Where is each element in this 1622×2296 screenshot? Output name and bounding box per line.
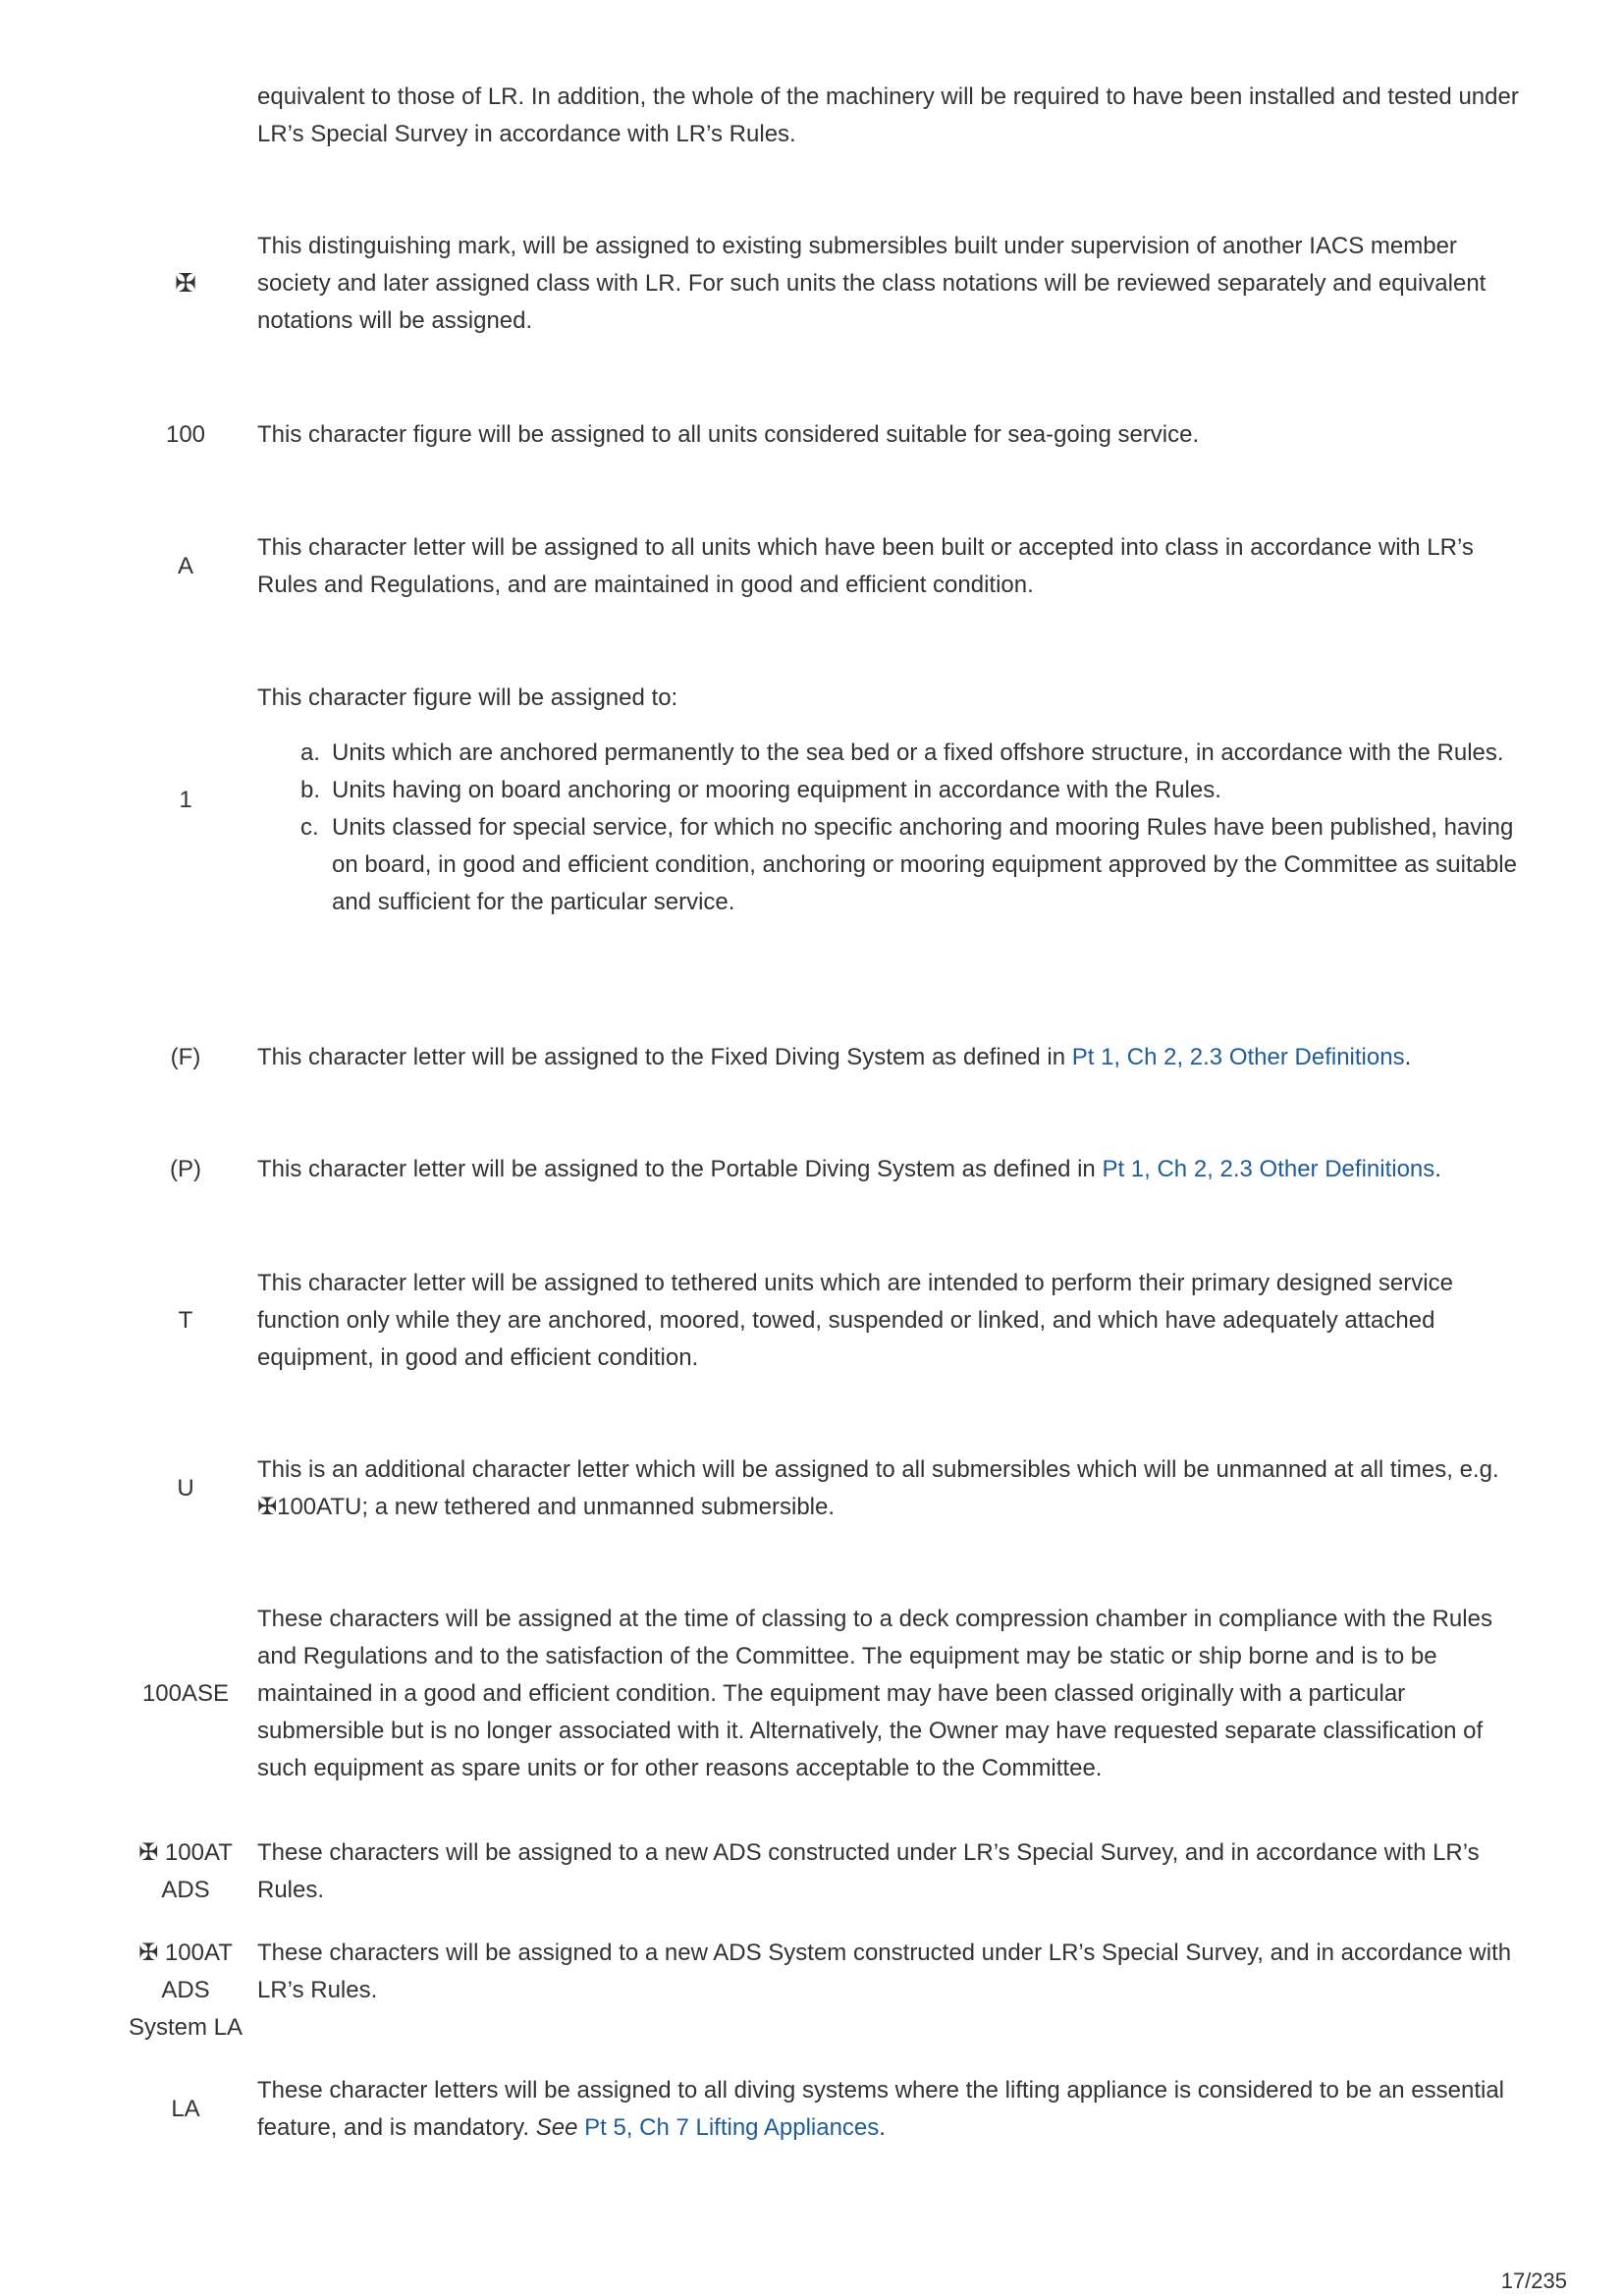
entry-symbol: 100ASE: [141, 1680, 230, 1707]
maltese-cross-icon: ✠: [175, 268, 196, 298]
entry-row-t: [0, 1265, 1622, 1377]
page-number: 17/235: [1500, 2269, 1567, 2293]
entry-row-100ase: [0, 1601, 1622, 1787]
entry-symbol: (P): [170, 1156, 201, 1182]
intro-text: equivalent to those of LR. In addition, the whole of the machinery will be required to have been installed and tested under LR’s Special Survey in accordance with LR’s Rules.: [257, 83, 1519, 147]
list-item: a. Units which are anchored permanently to the sea bed or a fixed offshore structure, in accordance with the Rules.: [300, 739, 1504, 766]
list-item: b. Units having on board anchoring or mooring equipment in accordance with the Rules.: [300, 777, 1221, 803]
entry-description: These characters will be assigned to a new ADS constructed under LR’s Special Survey, and in accordance with LR’s Rules.: [257, 1839, 1480, 1903]
entry-description: This character letter will be assigned to all units which have been built or accepted into class in accordance with LR’s Rules and Regulations, and are maintained in good and efficient condition.: [257, 534, 1474, 598]
entry-row-la: [0, 2072, 1622, 2147]
entry-description: These characters will be assigned at the time of classing to a deck compression chamber in compliance with the Rules and Regulations and to the satisfaction of the Committee. The equipment may be static or ship borne and is to be maintained in a good and efficient condition. The equipment may have been classed originally with a particular submersible but is no longer associated with it. Alternatively, the Owner may have requested separate classification of such equipment as spare units or for other reasons acceptable to the Committee.: [257, 1606, 1492, 1781]
entry-description: This distinguishing mark, will be assigned to existing submersibles built under supervision of another IACS member society and later assigned class with LR. For such units the class notations will be reviewed separately and equivalent notations will be assigned.: [257, 233, 1487, 334]
entry-row-cross: [0, 228, 1622, 340]
entry-intro-text: This character figure will be assigned to:: [257, 684, 678, 711]
entry-symbol: LA: [171, 2096, 200, 2122]
lifting-appliances-link[interactable]: Pt 5, Ch 7 Lifting Appliances: [584, 2114, 880, 2141]
entry-symbol: T: [178, 1307, 193, 1334]
entry-row-p: [0, 1151, 1622, 1188]
entry-row-u: [0, 1451, 1622, 1526]
definitions-link[interactable]: Pt 1, Ch 2, 2.3 Other Definitions: [1102, 1156, 1435, 1182]
entry-row-f: [0, 1039, 1622, 1076]
see-reference: See: [535, 2114, 578, 2141]
list-item: c. Units classed for special service, for which no specific anchoring and mooring Rules have been published, having on board, in good and efficient condition, anchoring or mooring equipment approved by the Committee as suitable and sufficient for the particular service.: [300, 814, 1517, 915]
entry-description: These characters will be assigned to a new ADS System constructed under LR’s Special Survey, and in accordance with LR’s Rules.: [257, 1940, 1512, 2003]
entry-row-100: [0, 416, 1622, 454]
entry-row-100at-ads-system-la: [0, 1935, 1622, 2047]
entry-description: This character letter will be assigned to the Portable Diving System as defined in Pt 1, Ch 2, 2.3 Other Definitions.: [257, 1156, 1441, 1182]
entry-description: This character letter will be assigned to tethered units which are intended to perform their primary designed service function only while they are anchored, moored, towed, suspended or linked, and which have adequately attached equipment, in good and efficient condition.: [257, 1270, 1453, 1371]
entry-row-a: [0, 529, 1622, 604]
entry-description: This character letter will be assigned to the Fixed Diving System as defined in Pt 1, Ch 2, 2.3 Other Definitions.: [257, 1044, 1412, 1070]
entry-description: This character figure will be assigned to all units considered suitable for sea-going service.: [257, 421, 1200, 448]
entry-row-1: [0, 680, 1622, 921]
definitions-link[interactable]: Pt 1, Ch 2, 2.3 Other Definitions: [1071, 1044, 1405, 1070]
entry-symbol: (F): [170, 1044, 201, 1070]
entry-symbol: U: [177, 1475, 194, 1502]
alpha-list: [257, 735, 1524, 921]
entry-symbol: 100: [165, 421, 206, 448]
entry-description: These character letters will be assigned to all diving systems where the lifting appliance is considered to be an essential feature, and is mandatory. See Pt 5, Ch 7 Lifting Appliances.: [257, 2077, 1505, 2141]
symbol-cell-empty: [0, 97, 257, 135]
entry-symbol: A: [177, 553, 193, 579]
entry-description: [257, 680, 1524, 921]
entry-symbol: 1: [179, 787, 192, 813]
intro-row: [0, 79, 1622, 153]
entry-symbol: ✠ 100AT ADS: [138, 1839, 233, 1903]
entry-description: This is an additional character letter which will be assigned to all submersibles which will be unmanned at all times, e.g. ✠100ATU; a new tethered and unmanned submersible.: [257, 1456, 1499, 1520]
entry-row-100at-ads: [0, 1834, 1622, 1909]
entry-symbol: ✠ 100AT ADS System LA: [128, 1940, 243, 2041]
